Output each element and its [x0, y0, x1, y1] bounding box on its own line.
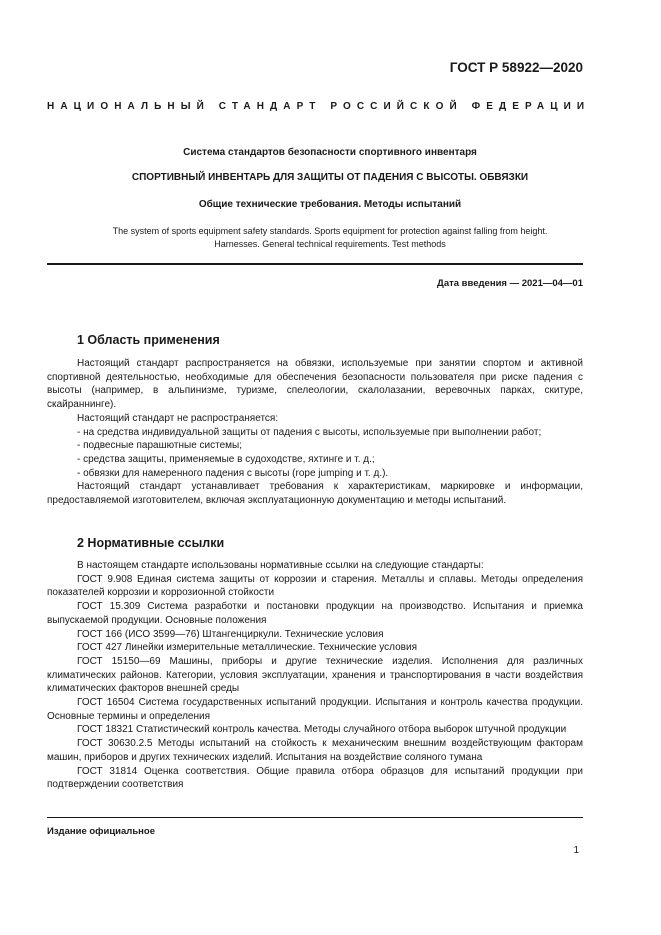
- official-edition-label: Издание официальное: [47, 826, 155, 837]
- list-item: - подвесные парашютные системы;: [77, 440, 242, 452]
- list-item: - обвязки для намеренного падения с высоты (rope jumping и т. д.).: [77, 467, 389, 479]
- gost-code: ГОСТ Р 58922—2020: [449, 60, 583, 75]
- reference-item: ГОСТ 15.309 Система разработки и постановки продукции на производство. Испытания и приемка выпускаемой продукции. Основные положения: [47, 601, 583, 626]
- reference-item: ГОСТ 30630.2.5 Методы испытаний на стойкость к механическим внешним воздействующим факторам машин, приборов и других технических изделий. Испытания на воздействие соляного тумана: [47, 738, 583, 763]
- paragraph: Настоящий стандарт устанавливает требования к характеристикам, маркировке и информации, предоставляемой изготовителем, включая эксплуатационную документацию и методы испытаний.: [47, 481, 583, 507]
- reference-item: ГОСТ 166 (ИСО 3599—76) Штангенциркули. Технические условия: [77, 628, 384, 640]
- reference-item: ГОСТ 31814 Оценка соответствия. Общие правила отбора образцов для испытаний продукции при подтверждении соответствия: [47, 765, 583, 791]
- english-title-line-2: Harnesses. General technical requirements. Test methods: [214, 239, 446, 249]
- section-2-body: [47, 559, 583, 792]
- section-1-heading: 1 Область применения: [77, 333, 220, 347]
- national-standard-heading: НАЦИОНАЛЬНЫЙ СТАНДАРТ РОССИЙСКОЙ ФЕДЕРАЦИИ: [47, 101, 591, 112]
- footer-divider: [47, 817, 583, 818]
- paragraph: В настоящем стандарте использованы нормативные ссылки на следующие стандарты:: [77, 560, 484, 571]
- paragraph: Настоящий стандарт не распространяется:: [77, 412, 279, 424]
- reference-item: ГОСТ 18321 Статистический контроль качества. Методы случайного отбора выборок штучной продукции: [77, 724, 567, 736]
- document-subtitle: Общие технические требования. Методы испытаний: [198, 199, 462, 210]
- document-title: СПОРТИВНЫЙ ИНВЕНТАРЬ ДЛЯ ЗАЩИТЫ ОТ ПАДЕНИЯ С ВЫСОТЫ. ОБВЯЗКИ: [131, 172, 529, 183]
- section-1-body: [47, 357, 583, 508]
- section-2-heading: 2 Нормативные ссылки: [77, 536, 225, 550]
- english-title-line-1: The system of sports equipment safety standards. Sports equipment for protection against falling from height.: [112, 226, 548, 236]
- reference-item: ГОСТ 427 Линейки измерительные металлические. Технические условия: [77, 642, 417, 654]
- list-item: - средства защиты, применяемые в судоходстве, яхтинге и т. д.;: [77, 453, 375, 465]
- introduction-date: Дата введения — 2021—04—01: [437, 278, 583, 289]
- reference-item: ГОСТ 15150—69 Машины, приборы и другие технические изделия. Исполнения для различных климатических районов. Категории, условия эксплуатации, хранения и транспортирования в части воздействия климатических факторов внешней среды: [47, 655, 583, 695]
- title-divider: [47, 263, 583, 265]
- paragraph: Настоящий стандарт распространяется на обвязки, используемые при занятии спортом и активной спортивной деятельностью, необходимые для обеспечения безопасности пользователя при риске падения с высоты (например, в альпинизме, туризме, спелеологии, скалолазании, веревочных парках, скитуре, скайраннинге).: [47, 358, 583, 411]
- standard-series-title: Система стандартов безопасности спортивного инвентаря: [183, 147, 477, 158]
- reference-item: ГОСТ 9.908 Единая система защиты от коррозии и старения. Металлы и сплавы. Методы определения показателей коррозии и коррозионной стойкости: [47, 573, 583, 599]
- list-item: - на средства индивидуальной защиты от падения с высоты, используемые при выполнении работ;: [77, 426, 542, 438]
- reference-item: ГОСТ 16504 Система государственных испытаний продукции. Испытания и контроль качества продукции. Основные термины и определения: [47, 697, 583, 722]
- page-number: 1: [573, 845, 579, 856]
- english-title: [47, 225, 613, 251]
